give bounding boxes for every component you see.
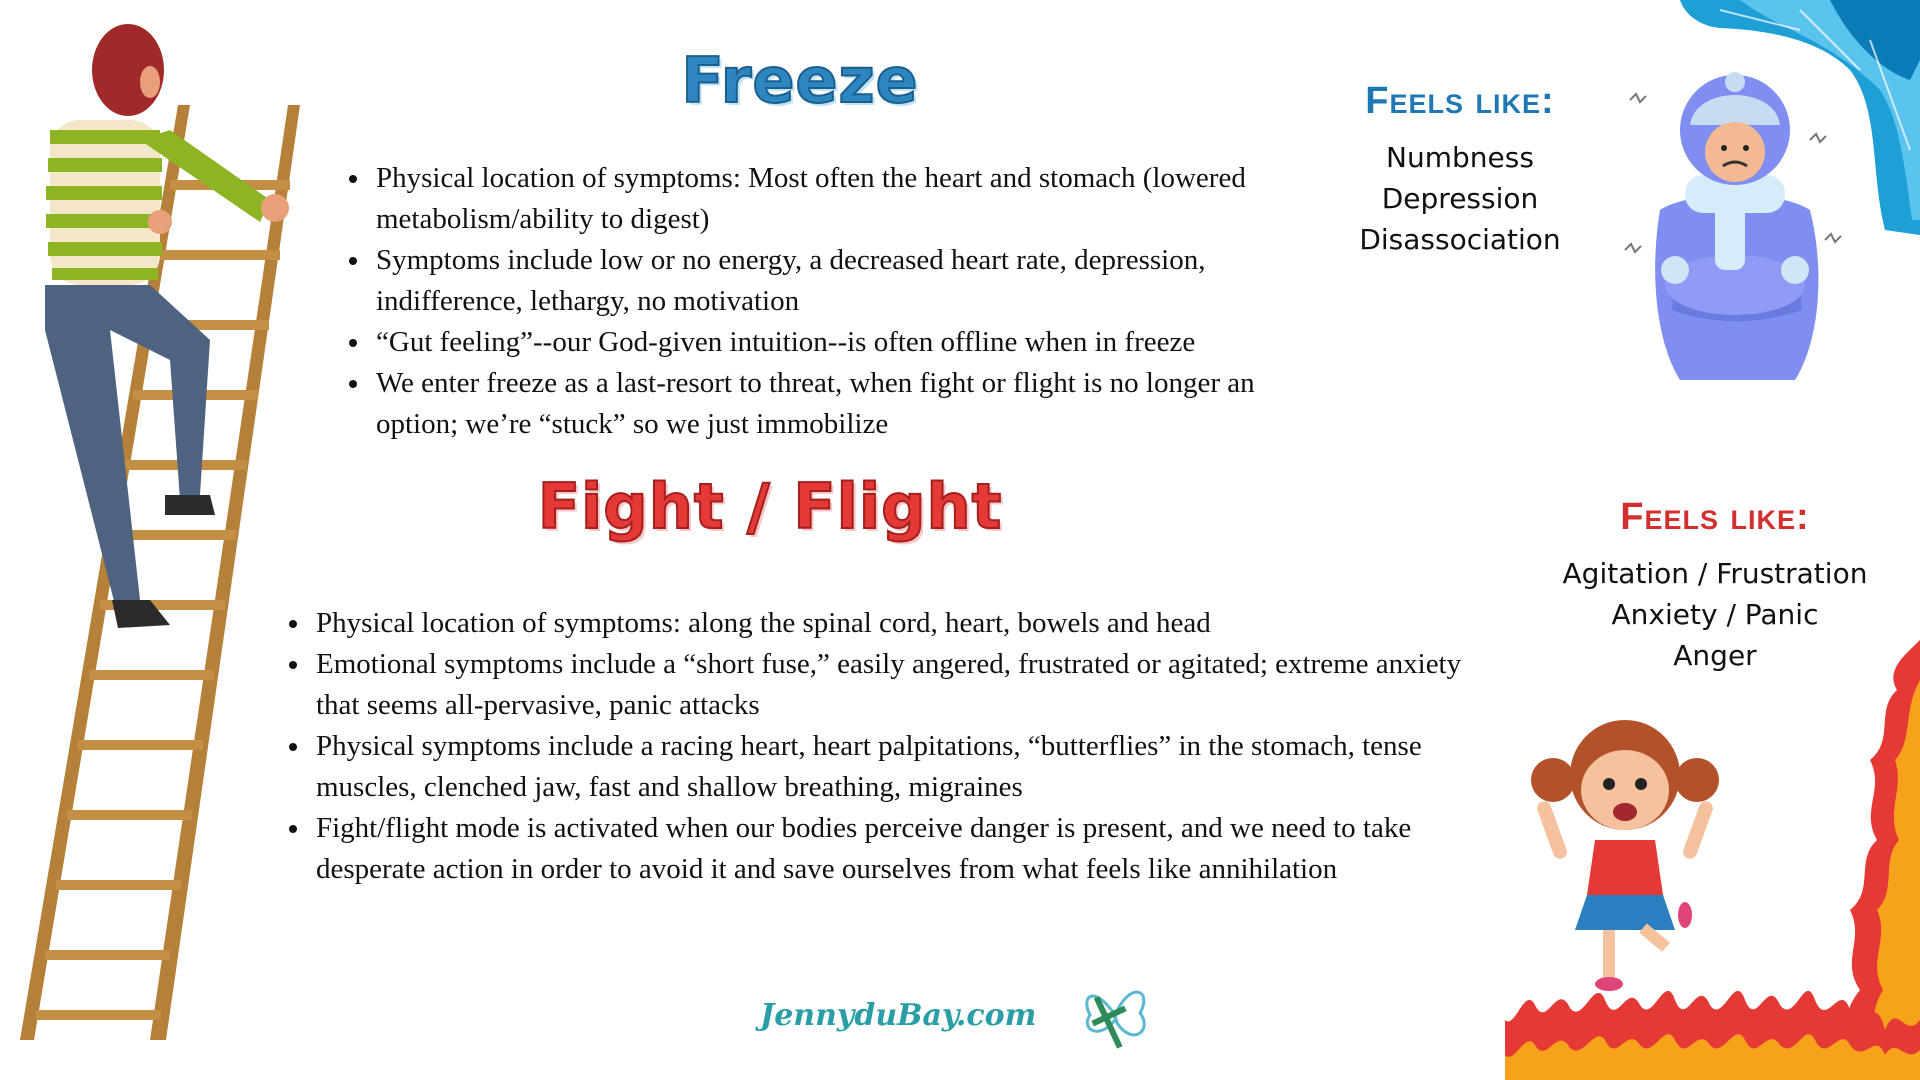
fight-flight-title: Fight / Flight bbox=[537, 470, 1003, 543]
list-item: • Physical symptoms include a racing heart, heart palpitations, “butterflies” in the stomach, tense muscles, clenched jaw, fast and shallow breathing, migraines bbox=[312, 726, 1492, 808]
fight-flight-bullet-list bbox=[284, 603, 1492, 890]
site-link[interactable]: JennyduBay.com bbox=[760, 998, 1037, 1033]
freeze-feels-like bbox=[1320, 80, 1600, 260]
feels-like-item: Numbness bbox=[1386, 141, 1534, 174]
freeze-title: Freeze bbox=[681, 44, 919, 117]
list-item: • Physical location of symptoms: Most often the heart and stomach (lowered metabolism/ability to digest) bbox=[372, 158, 1312, 240]
feels-like-heading: Feels like: bbox=[1365, 80, 1555, 122]
list-item: • Symptoms include low or no energy, a decreased heart rate, depression, indifference, lethargy, no motivation bbox=[372, 240, 1312, 322]
list-item: • We enter freeze as a last-resort to threat, when fight or flight is no longer an option; we’re “stuck” so we just immobilize bbox=[372, 363, 1312, 445]
man-climbing-ladder-illustration bbox=[0, 0, 320, 1050]
feels-like-item: Anger bbox=[1673, 639, 1757, 672]
list-item: • “Gut feeling”--our God-given intuition--is often offline when in freeze bbox=[372, 322, 1312, 363]
freeze-bullet-list bbox=[344, 158, 1312, 445]
list-item: • Physical location of symptoms: along the spinal cord, heart, bowels and head bbox=[312, 603, 1492, 644]
feels-like-item: Depression bbox=[1381, 182, 1539, 215]
feels-like-heading: Feels like: bbox=[1620, 496, 1810, 538]
butterfly-cross-icon bbox=[1075, 975, 1155, 1055]
fight-flight-feels-like bbox=[1530, 496, 1900, 676]
feels-like-item: Disassociation bbox=[1359, 223, 1561, 256]
feels-like-item: Anxiety / Panic bbox=[1611, 598, 1819, 631]
list-item: • Fight/flight mode is activated when our bodies perceive danger is present, and we need to take desperate action in order to avoid it and save ourselves from what feels like annihilation bbox=[312, 808, 1492, 890]
feels-like-item: Agitation / Frustration bbox=[1562, 557, 1868, 590]
list-item: • Emotional symptoms include a “short fuse,” easily angered, frustrated or agitated; extreme anxiety that seems all-pervasive, panic attacks bbox=[312, 644, 1492, 726]
scared-girl-running-illustration bbox=[1525, 710, 1725, 1000]
cold-shivering-person-illustration bbox=[1620, 70, 1850, 390]
